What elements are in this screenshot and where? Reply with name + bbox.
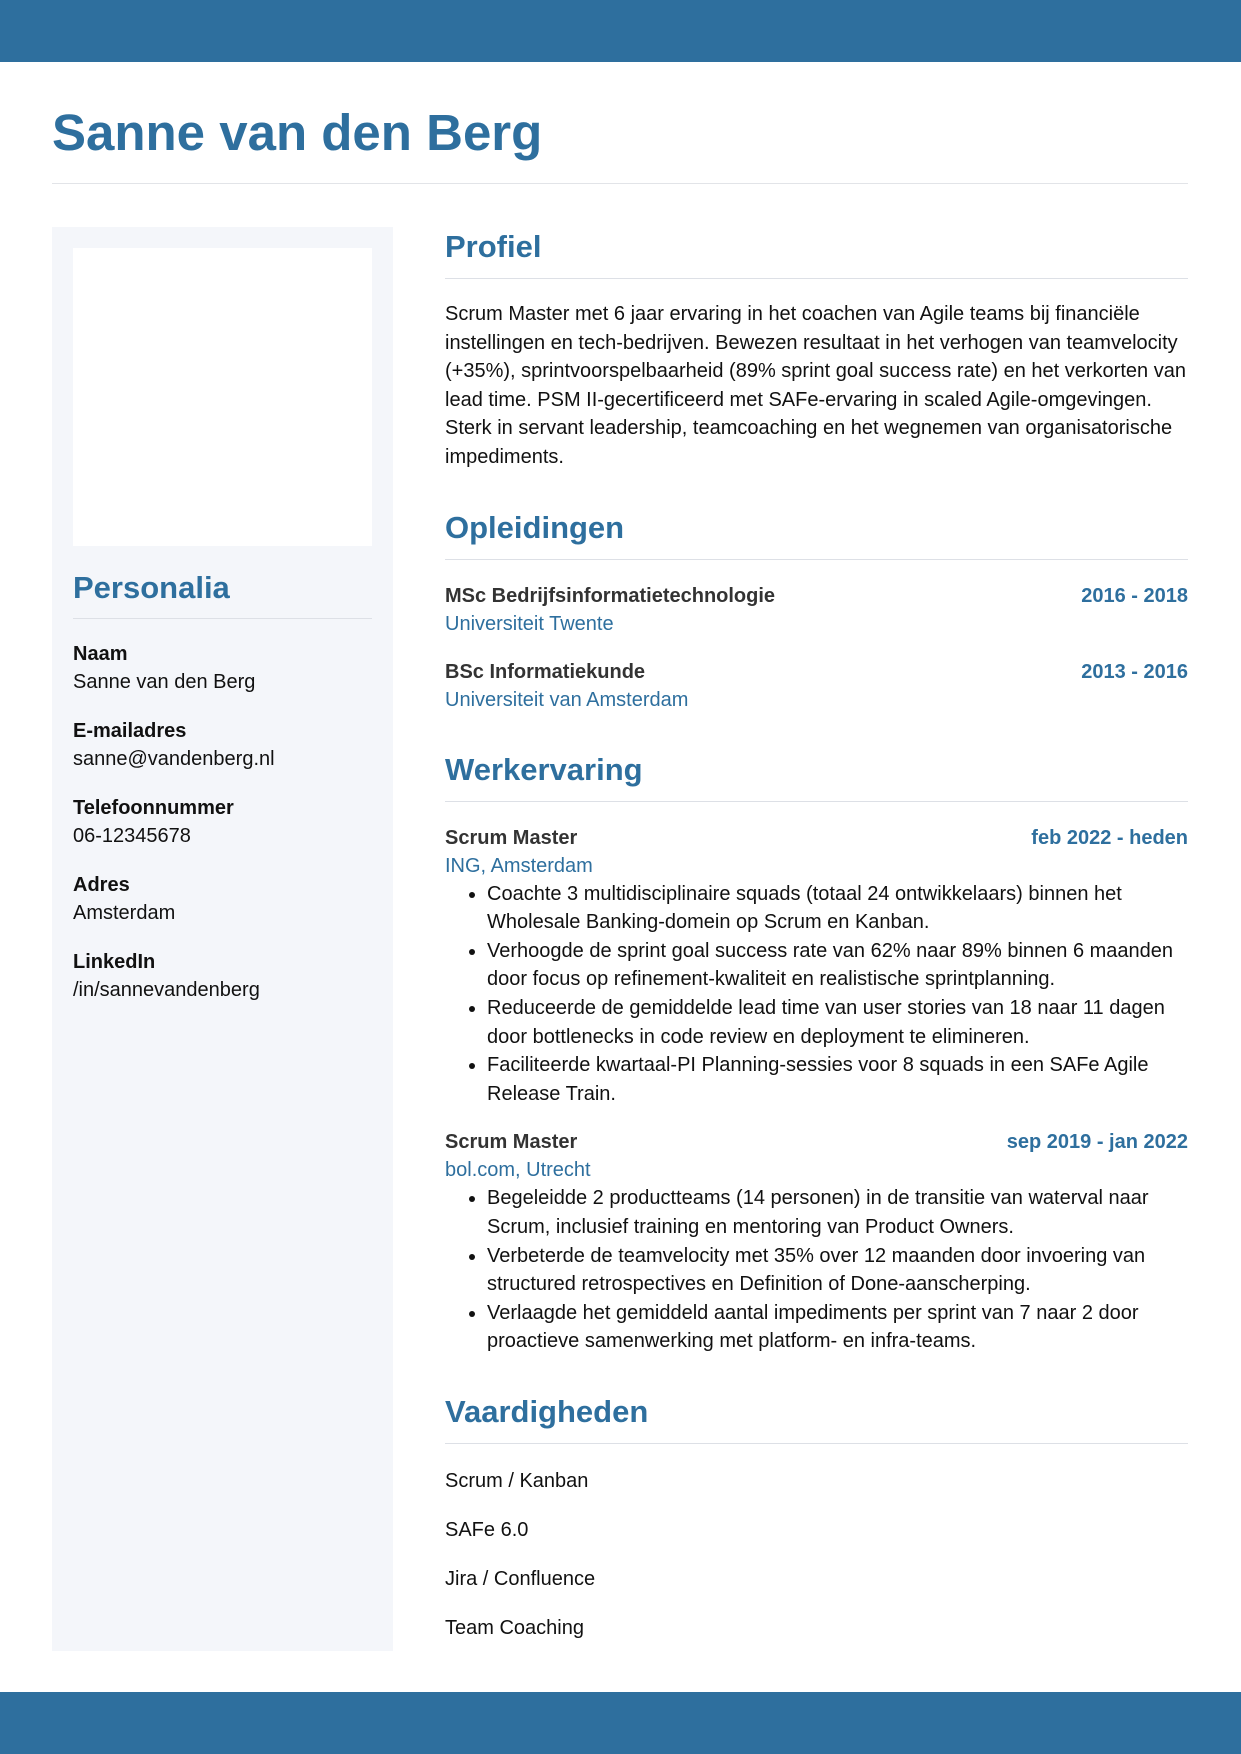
job-entry (445, 824, 1188, 1109)
profile-text: Scrum Master met 6 jaar ervaring in het coachen van Agile teams bij financiële instellingen en tech-bedrijven. Bewezen resultaat in het verhogen van teamvelocity (+35%), sprintvoorspelbaarheid (89% sprint goal success rate) en het verkorten van lead time. PSM II-gecertificeerd met SAFe-ervaring in scaled Agile-omgevingen. Sterk in servant leadership, teamcoaching en het wegnemen van organisatorische impediments. (445, 303, 1186, 468)
job-bullet: • Reduceerde de gemiddelde lead time van user stories van 18 naar 11 dagen door bottlenecks in code review en deployment te elimineren. (487, 994, 1188, 1051)
field-value: 06-12345678 (73, 825, 191, 847)
job-dates: sep 2019 - jan 2022 (1006, 1131, 1188, 1154)
profile-heading: Profiel (445, 229, 542, 264)
degree-title: MSc Bedrijfsinformatietechnologie (445, 584, 776, 607)
field-value: sanne@vandenberg.nl (73, 748, 275, 770)
job-bullet: • Verbeterde de teamvelocity met 35% over 12 maanden door invoering van structured retrospectives en Definition of Done-aanscherping. (487, 1242, 1188, 1299)
job-dates: feb 2022 - heden (1031, 826, 1188, 849)
job-entry (445, 1128, 1188, 1356)
company-name: bol.com, Utrecht (445, 1159, 591, 1182)
job-title: Scrum Master (445, 826, 578, 849)
personalia-fields (73, 640, 372, 1025)
profile-photo-placeholder (73, 248, 372, 546)
experience-section (445, 750, 1188, 1356)
education-list (445, 582, 1188, 714)
section-divider (445, 1443, 1188, 1444)
job-bullet: • Verlaagde het gemiddeld aantal impediments per sprint van 7 naar 2 door proactieve samenwerking met platform- en infra-teams. (487, 1299, 1188, 1356)
field-phone (73, 794, 372, 850)
skills-section (445, 1392, 1188, 1642)
skill-item: Team Coaching (445, 1616, 584, 1639)
field-value: Sanne van den Berg (73, 671, 256, 693)
field-label: LinkedIn (73, 951, 156, 973)
job-bullet: • Verhoogde de sprint goal success rate van 62% naar 89% binnen 6 maanden door focus op refinement-kwaliteit en realistische sprintplanning. (487, 937, 1188, 994)
company-name: ING, Amsterdam (445, 854, 593, 877)
page-title: Sanne van den Berg (52, 104, 543, 161)
education-section (445, 508, 1188, 714)
field-label: E-mailadres (73, 720, 187, 742)
section-divider (445, 559, 1188, 560)
degree-title: BSc Informatiekunde (445, 660, 646, 683)
education-heading: Opleidingen (445, 509, 625, 545)
skill-item: Jira / Confluence (445, 1567, 596, 1590)
main-content (445, 227, 1188, 1663)
education-entry (445, 582, 1188, 638)
skills-heading: Vaardigheden (445, 1393, 649, 1429)
field-naam (73, 640, 372, 696)
personalia-divider (73, 618, 372, 619)
education-entry (445, 658, 1188, 714)
job-bullets (445, 1184, 1188, 1356)
sidebar (52, 227, 393, 1651)
experience-heading: Werkervaring (445, 751, 643, 787)
field-linkedin (73, 948, 372, 1004)
experience-list (445, 824, 1188, 1356)
job-bullets (445, 880, 1188, 1109)
institution-name: Universiteit van Amsterdam (445, 688, 689, 711)
job-bullet: • Faciliteerde kwartaal-PI Planning-sessies voor 8 squads in een SAFe Agile Release Train. (487, 1051, 1188, 1108)
field-email (73, 717, 372, 773)
job-bullet: • Coachte 3 multidisciplinaire squads (totaal 24 ontwikkelaars) binnen het Wholesale Banking-domein op Scrum en Kanban. (487, 880, 1188, 937)
field-label: Telefoonnummer (73, 797, 234, 819)
field-value: Amsterdam (73, 902, 176, 924)
education-dates: 2016 - 2018 (1081, 584, 1188, 607)
education-dates: 2013 - 2016 (1081, 660, 1188, 683)
institution-name: Universiteit Twente (445, 612, 614, 635)
skill-item: Scrum / Kanban (445, 1469, 589, 1492)
title-divider (52, 183, 1188, 184)
section-divider (445, 801, 1188, 802)
job-bullet: • Begeleidde 2 productteams (14 personen) in de transitie van waterval naar Scrum, inclusief training en mentoring van Product Owners. (487, 1184, 1188, 1241)
personalia-heading: Personalia (73, 570, 230, 605)
top-banner (0, 0, 1241, 62)
field-label: Naam (73, 643, 128, 665)
skills-list (445, 1467, 1188, 1642)
section-divider (445, 278, 1188, 279)
job-title: Scrum Master (445, 1131, 578, 1154)
bottom-banner (0, 1692, 1241, 1754)
field-label: Adres (73, 874, 130, 896)
field-value: /in/sannevandenberg (73, 979, 260, 1001)
field-address (73, 871, 372, 927)
skill-item: SAFe 6.0 (445, 1518, 529, 1541)
profile-section (445, 227, 1188, 472)
